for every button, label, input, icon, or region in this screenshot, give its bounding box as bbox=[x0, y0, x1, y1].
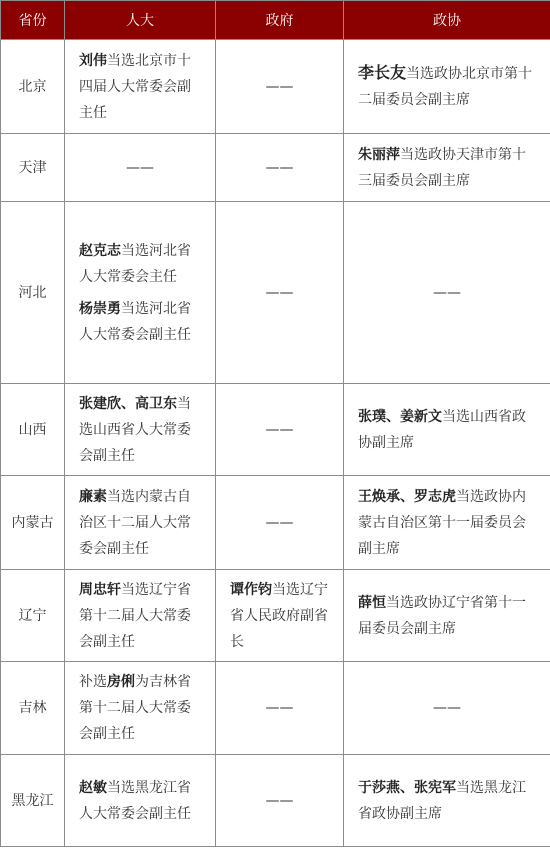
person-name: 张建欣、高卫东 bbox=[79, 395, 177, 412]
zhengxie-cell bbox=[344, 134, 550, 202]
entry-prefix: 补选 bbox=[79, 674, 107, 690]
table-row bbox=[1, 570, 550, 662]
renda-cell bbox=[65, 755, 216, 847]
person-name: 张璞、姜新文 bbox=[358, 408, 442, 425]
renda-entry bbox=[79, 484, 201, 562]
table-header-row bbox=[1, 1, 550, 40]
zhengxie-cell bbox=[344, 662, 550, 755]
zhengfu-cell bbox=[216, 476, 344, 570]
empty-dash: —— bbox=[265, 700, 294, 716]
entry-text: 当选山西省政协副主席 bbox=[358, 408, 526, 451]
entry-text: 当选黑龙江省人大常委会副主任 bbox=[79, 779, 191, 822]
zhengxie-entry bbox=[358, 590, 536, 642]
renda-entry bbox=[79, 775, 201, 827]
person-name: 王焕承、罗志虎 bbox=[358, 488, 456, 505]
province-cell: 河北 bbox=[1, 202, 65, 384]
province-cell: 山西 bbox=[1, 384, 65, 476]
zhengfu-cell bbox=[216, 384, 344, 476]
table-row bbox=[1, 202, 550, 384]
renda-cell bbox=[65, 202, 216, 384]
zhengfu-cell bbox=[216, 755, 344, 847]
zhengxie-entry bbox=[358, 404, 536, 456]
header-province: 省份 bbox=[1, 1, 65, 40]
zhengxie-cell bbox=[344, 476, 550, 570]
person-name: 周忠轩 bbox=[79, 581, 121, 598]
zhengxie-cell bbox=[344, 384, 550, 476]
province-cell: 内蒙古 bbox=[1, 476, 65, 570]
empty-dash: —— bbox=[433, 284, 461, 301]
zhengfu-cell bbox=[216, 662, 344, 755]
empty-dash: —— bbox=[265, 284, 294, 301]
renda-entry bbox=[79, 296, 201, 348]
empty-dash: —— bbox=[265, 514, 294, 531]
empty-dash: —— bbox=[265, 421, 294, 438]
person-name: 房俐 bbox=[107, 674, 135, 690]
renda-entry bbox=[79, 391, 201, 469]
person-name: 赵敏 bbox=[79, 779, 107, 796]
zhengxie-cell bbox=[344, 202, 550, 384]
person-name: 薛恒 bbox=[358, 594, 386, 611]
zhengfu-cell bbox=[216, 40, 344, 134]
renda-entry bbox=[79, 669, 201, 747]
zhengfu-cell bbox=[216, 570, 344, 662]
zhengfu-cell bbox=[216, 202, 344, 384]
empty-dash: —— bbox=[126, 159, 154, 176]
zhengfu-entry bbox=[230, 577, 329, 655]
zhengxie-cell bbox=[344, 755, 550, 847]
header-zhengxie: 政协 bbox=[344, 1, 550, 40]
table-row bbox=[1, 755, 550, 847]
person-name: 赵克志 bbox=[79, 242, 121, 259]
person-name: 刘伟 bbox=[79, 52, 107, 69]
empty-dash: —— bbox=[265, 792, 294, 809]
table-row bbox=[1, 134, 550, 202]
renda-entry bbox=[79, 577, 201, 655]
person-name: 杨崇勇 bbox=[79, 300, 121, 317]
entry-text: 当选山西省人大常委会副主任 bbox=[79, 395, 191, 464]
entry-text: 当选辽宁省人民政府副省长 bbox=[230, 581, 328, 650]
zhengxie-entry bbox=[358, 484, 536, 562]
entry-text: 当选黑龙江省政协副主席 bbox=[358, 779, 526, 822]
renda-cell bbox=[65, 476, 216, 570]
table-row bbox=[1, 476, 550, 570]
zhengxie-entry bbox=[358, 142, 536, 194]
table-row bbox=[1, 40, 550, 134]
renda-entry bbox=[79, 238, 201, 290]
empty-dash: —— bbox=[265, 78, 294, 95]
entry-text: 当选河北省人大常委会主任 bbox=[79, 242, 191, 285]
renda-cell bbox=[65, 384, 216, 476]
zhengxie-entry bbox=[358, 775, 536, 827]
table-row bbox=[1, 662, 550, 755]
renda-cell bbox=[65, 134, 216, 202]
entry-text: 当选内蒙古自治区十二届人大常委会副主任 bbox=[79, 488, 191, 557]
province-cell: 辽宁 bbox=[1, 570, 65, 662]
entry-text: 当选政协北京市第十二届委员会副主席 bbox=[358, 66, 533, 108]
empty-dash: —— bbox=[433, 700, 461, 716]
renda-cell bbox=[65, 662, 216, 755]
person-name: 朱丽萍 bbox=[358, 146, 400, 163]
table-row bbox=[1, 384, 550, 476]
entry-text: 当选政协辽宁省第十一届委员会副主席 bbox=[358, 594, 526, 637]
person-name: 谭作钧 bbox=[230, 581, 272, 598]
entry-text: 当选河北省人大常委会副主任 bbox=[79, 300, 191, 343]
entry-text: 当选北京市十四届人大常委会副主任 bbox=[79, 52, 191, 121]
zhengxie-cell bbox=[344, 40, 550, 134]
zhengfu-cell bbox=[216, 134, 344, 202]
entry-text: 当选政协内蒙古自治区第十一届委员会副主席 bbox=[358, 488, 526, 557]
person-name: 于莎燕、张宪军 bbox=[358, 779, 456, 796]
province-cell: 天津 bbox=[1, 134, 65, 202]
zhengxie-cell bbox=[344, 570, 550, 662]
zhengxie-entry bbox=[358, 60, 536, 113]
renda-entry bbox=[79, 48, 201, 126]
person-name: 李长友 bbox=[358, 63, 407, 82]
renda-cell bbox=[65, 570, 216, 662]
entry-text: 当选政协天津市第十三届委员会副主席 bbox=[358, 146, 526, 189]
province-cell: 吉林 bbox=[1, 662, 65, 755]
person-name: 廉素 bbox=[79, 488, 107, 505]
province-cell: 黑龙江 bbox=[1, 755, 65, 847]
renda-cell bbox=[65, 40, 216, 134]
entry-text: 为吉林省第十二届人大常委会副主任 bbox=[79, 674, 191, 742]
entry-text: 当选辽宁省第十二届人大常委会副主任 bbox=[79, 581, 191, 650]
province-cell: 北京 bbox=[1, 40, 65, 134]
header-renda: 人大 bbox=[65, 1, 216, 40]
header-zhengfu: 政府 bbox=[216, 1, 344, 40]
empty-dash: —— bbox=[265, 159, 294, 176]
